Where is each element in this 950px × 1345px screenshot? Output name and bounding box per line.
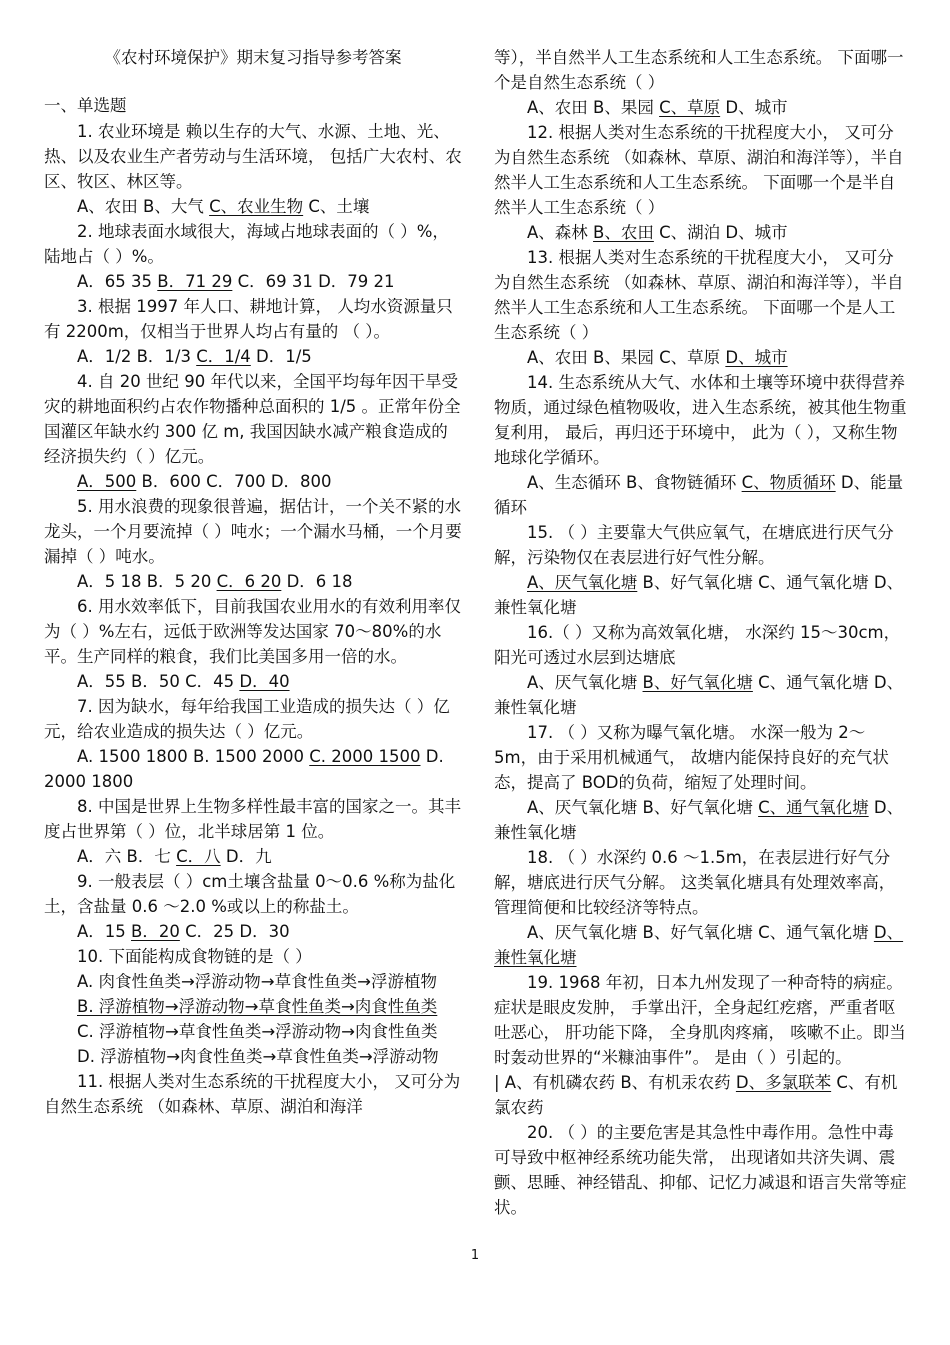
- option-text: B．600 C．700 D．800: [136, 472, 332, 491]
- document-title: 《农村环境保护》期末复习指导参考答案: [104, 48, 402, 67]
- option-text: D、兼性氧化塘: [494, 798, 904, 842]
- option-text: A、农田 B、果园: [527, 98, 660, 117]
- correct-answer: C、通气氧化塘: [758, 798, 869, 817]
- correct-answer: D．40: [239, 672, 290, 691]
- option-line: [44, 194, 462, 219]
- option-text: A．15: [77, 922, 132, 941]
- option-text: A、农田 B、果园 C、草原: [527, 348, 726, 367]
- page-number: 1: [470, 1248, 480, 1263]
- option-text: A、厌气氧化塘 B、好气氧化塘 C、通气氧化塘: [527, 923, 874, 942]
- option-line: [44, 744, 462, 794]
- question-text: 18. （ ）水深约 0.6 ～1.5m，在表层进行好气分解，塘底进行厌气分解。 这类氧化塘具有处理效率高，管理简便和比较经济等特点。: [494, 848, 896, 917]
- option-line: [44, 844, 462, 869]
- option-text: A．65 35: [77, 272, 158, 291]
- question-text: 7. 因为缺水，每年给我国工业造成的损失达（ ）亿元，给农业造成的损失达（ ）亿元。: [44, 697, 450, 741]
- question-text: 8. 中国是世界上生物多样性最丰富的国家之一。其丰度占世界第（ ）位，北半球居第 1 位。: [44, 797, 461, 841]
- question-text: 4. 自 20 世纪 90 年代以来，全国平均每年因干旱受灾的耕地面积约占农作物播种总面积的 1/5 。正常年份全国灌区年缺水约 300 亿 m, 我国因缺水减产粮食造成的经济损失约（ ）亿元。: [44, 372, 461, 466]
- correct-answer: A．500: [77, 472, 137, 491]
- correct-answer: D、城市: [725, 348, 788, 367]
- correct-answer: C．八: [176, 847, 221, 866]
- correct-answer: D、多氯联苯: [735, 1073, 832, 1092]
- option-text: | A、有机磷农药 B、有机汞农药: [494, 1073, 736, 1092]
- option-text: D、能量循环: [494, 473, 904, 517]
- option-line: [494, 920, 908, 970]
- question-text: 12. 根据人类对生态系统的干扰程度大小， 又可分为自然生态系统 （如森林、草原、湖泊和海洋等），半自然半人工生态系统和人工生态系统。 下面哪一个是半自然半人工生态系统（ ）: [494, 123, 904, 217]
- option-text: C．69 31 D．79 21: [232, 272, 395, 291]
- question-text: 3. 根据 1997 年人口、耕地计算， 人均水资源量只有 2200m，仅相当于世界人均占有量的 （ ）。: [44, 297, 453, 341]
- option-text: A．55 B．50 C．45: [77, 672, 240, 691]
- option-text: D、城市: [720, 98, 788, 117]
- option-line: [44, 269, 462, 294]
- option-line: [44, 569, 462, 594]
- right-body: [494, 45, 908, 1220]
- correct-answer: B. 浮游植物→浮游动物→草食性鱼类→肉食性鱼类: [77, 997, 438, 1016]
- option-line: [494, 220, 908, 245]
- option-line: [494, 1070, 908, 1120]
- option-text: A、生态循环 B、食物链循环: [527, 473, 742, 492]
- option-text: A．六 B．七: [77, 847, 177, 866]
- question-text: A. 肉食性鱼类→浮游动物→草食性鱼类→浮游植物: [77, 972, 437, 991]
- correct-answer: B、农田: [593, 223, 654, 242]
- option-text: D．九: [220, 847, 272, 866]
- left-column: [44, 45, 462, 1119]
- option-line: [44, 994, 462, 1019]
- question-text: 20. （ ）的主要危害是其急性中毒作用。急性中毒可导致中枢神经系统功能失常， 出现诸如共济失调、震颤、思睡、神经错乱、抑郁、记忆力减退和语言失常等症状。: [494, 1123, 907, 1217]
- left-body: [44, 119, 462, 1119]
- question-text: 11. 根据人类对生态系统的干扰程度大小， 又可分为自然生态系统 （如森林、草原、湖泊和海洋: [44, 1072, 461, 1116]
- correct-answer: B．71 29: [157, 272, 233, 291]
- option-line: [494, 95, 908, 120]
- option-line: [44, 669, 462, 694]
- option-line: [44, 344, 462, 369]
- question-text: 10. 下面能构成食物链的是（ ）: [77, 947, 312, 966]
- right-column: [494, 45, 908, 1220]
- correct-answer: C．1/4: [196, 347, 251, 366]
- question-text: 19. 1968 年初，日本九州发现了一种奇特的病症。症状是眼皮发肿， 手掌出汗，全身起红疙瘩，严重者呕吐恶心， 肝功能下降， 全身肌肉疼痛， 咳嗽不止。即当时轰动世界的“米糠油事件”。 是由（ ）引起的。: [494, 973, 906, 1067]
- correct-answer: B、好气氧化塘: [642, 673, 753, 692]
- option-text: B、好气氧化塘 C、通气氧化塘 D、兼性氧化塘: [494, 573, 904, 617]
- option-text: A．5 18 B．5 20: [77, 572, 217, 591]
- question-text: 等），半自然半人工生态系统和人工生态系统。 下面哪一个是自然生态系统（ ）: [494, 48, 904, 92]
- question-text: 6. 用水效率低下，目前我国农业用水的有效利用率仅为（ ）%左右，远低于欧洲等发达国家 70～80%的水平。生产同样的粮食，我们比美国多用一倍的水。: [44, 597, 461, 666]
- option-text: A、厌气氧化塘: [527, 673, 643, 692]
- option-line: [494, 345, 908, 370]
- correct-answer: A、厌气氧化塘: [527, 573, 638, 592]
- option-line: [494, 570, 908, 620]
- option-text: C、通气氧化塘 D、兼性氧化塘: [494, 673, 904, 717]
- option-text: C、土壤: [303, 197, 370, 216]
- correct-answer: C、农业生物: [209, 197, 304, 216]
- correct-answer: C、草原: [659, 98, 721, 117]
- question-text: 15. （ ）主要靠大气供应氧气，在塘底进行厌气分解，污染物仅在表层进行好气性分解。: [494, 523, 894, 567]
- option-text: D．6 18: [281, 572, 353, 591]
- section-heading: 一、单选题: [44, 96, 127, 115]
- correct-answer: C. 2000 1500: [309, 747, 421, 766]
- option-text: C、有机氯农药: [494, 1073, 898, 1117]
- option-text: D．1/5: [250, 347, 312, 366]
- option-line: [44, 919, 462, 944]
- question-text: C. 浮游植物→草食性鱼类→浮游动物→肉食性鱼类: [77, 1022, 438, 1041]
- option-text: C．25 D．30: [179, 922, 290, 941]
- question-text: 1. 农业环境是 赖以生存的大气、水源、土地、光、热、以及农业生产者劳动与生活环境， 包括广大农村、农区、牧区、林区等。: [44, 122, 462, 191]
- correct-answer: B．20: [131, 922, 180, 941]
- option-text: A．1/2 B．1/3: [77, 347, 197, 366]
- question-text: D. 浮游植物→肉食性鱼类→草食性鱼类→浮游动物: [77, 1047, 439, 1066]
- question-text: 16.（ ）又称为高效氧化塘， 水深约 15～30cm，阳光可透过水层到达塘底: [494, 623, 901, 667]
- question-text: 13. 根据人类对生态系统的干扰程度大小， 又可分为自然生态系统 （如森林、草原、湖泊和海洋等），半自然半人工生态系统和人工生态系统。 下面哪一个是人工生态系统（ ）: [494, 248, 904, 342]
- option-line: [494, 795, 908, 845]
- option-text: C、湖泊 D、城市: [653, 223, 788, 242]
- option-text: A、农田 B、大气: [77, 197, 210, 216]
- option-text: A、厌气氧化塘 B、好气氧化塘: [527, 798, 759, 817]
- question-text: 14. 生态系统从大气、水体和土壤等环境中获得营养物质，通过绿色植物吸收，进入生态系统，被其他生物重复利用， 最后，再归还于环境中， 此为（ ），又称生物地球化学循环。: [494, 373, 907, 467]
- question-text: 17. （ ）又称为曝气氧化塘。 水深一般为 2～5m，由于采用机械通气， 故塘内能保持良好的充气状态，提高了 BOD的负荷，缩短了处理时间。: [494, 723, 889, 792]
- correct-answer: C．6 20: [216, 572, 282, 591]
- question-text: 5. 用水浪费的现象很普遍，据估计，一个关不紧的水龙头，一个月要流掉（ ）吨水；一个漏水马桶，一个月要漏掉（ ）吨水。: [44, 497, 462, 566]
- option-line: [494, 470, 908, 520]
- option-line: [494, 670, 908, 720]
- question-text: 2. 地球表面水域很大，海域占地球表面的（ ）%，陆地占（ ）%。: [44, 222, 449, 266]
- correct-answer: D、兼性氧化塘: [494, 923, 904, 967]
- option-text: A. 1500 1800 B. 1500 2000: [77, 747, 310, 766]
- option-line: [44, 469, 462, 494]
- question-text: 9. 一般表层（ ）cm土壤含盐量 0～0.6 %称为盐化土，含盐量 0.6 ～2.0 %或以上的称盐土。: [44, 872, 456, 916]
- option-text: D. 2000 1800: [44, 747, 444, 791]
- correct-answer: C、物质循环: [741, 473, 836, 492]
- option-text: A、森林: [527, 223, 594, 242]
